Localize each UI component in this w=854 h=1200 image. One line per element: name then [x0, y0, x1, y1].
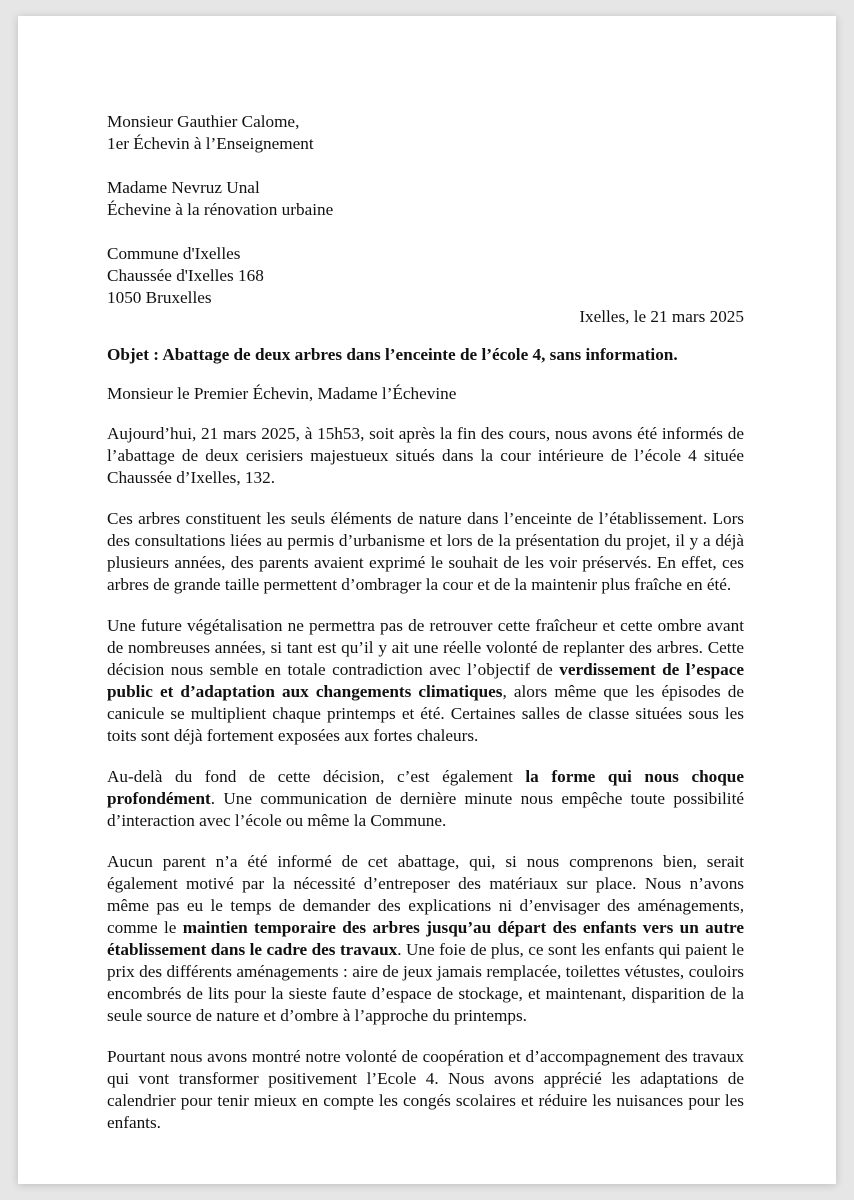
paragraph-text: . Une foie de plus, ce sont les enfants qui paient le prix des différents aménagements : aire de jeux jamais remplacée, toilettes vétustes, couloirs encombrés de lits pour la sieste faute d’espace de stockage, et maintenant, disparition de la seule source de nature et d’ombre à l’approche du printemps. — [107, 940, 744, 1025]
letter-body — [107, 423, 744, 1153]
address-line-3: 1050 Bruxelles — [107, 288, 212, 307]
body-paragraph — [107, 423, 744, 489]
address-line-2: Chaussée d'Ixelles 168 — [107, 266, 264, 285]
letter-page — [18, 16, 836, 1184]
paragraph-text: Aujourd’hui, 21 mars 2025, à 15h53, soit après la fin des cours, nous avons été informés de l’abattage de deux cerisiers majestueux situés dans la cour intérieure de l’école 4 située Chaussée d’Ixelles, 132. — [107, 424, 744, 487]
paragraph-text: Au-delà du fond de cette décision, c’est également — [107, 767, 526, 786]
paragraph-text: Pourtant nous avons montré notre volonté de coopération et d’accompagnement des travaux qui vont transformer positivement l’Ecole 4. Nous avons apprécié les adaptations de calendrier pour tenir mieux en compte les congés scolaires et réduire les nuisances pour les enfants. — [107, 1047, 744, 1132]
letter-date: Ixelles, le 21 mars 2025 — [579, 307, 744, 326]
recipient-title: 1er Échevin à l’Enseignement — [107, 134, 314, 153]
body-paragraph — [107, 851, 744, 1027]
body-paragraph — [107, 1046, 744, 1134]
paragraph-text: Aucun parent n’a été informé de cet abattage, qui, si nous comprenons bien, serait également motivé par la nécessité d’entreposer des matériaux sur place. Nous n’avons même pas eu le temps de demander des explications ni d’envisager des aménagements, comme le — [107, 852, 744, 937]
paragraph-text: , alors même que les épisodes de canicule se multiplient chaque printemps et été. Certaines salles de classe situées sous les toits sont déjà fortement exposées aux fortes chaleurs. — [107, 682, 744, 745]
recipient-name: Madame Nevruz Unal — [107, 178, 260, 197]
body-paragraph — [107, 615, 744, 747]
body-paragraph — [107, 766, 744, 832]
body-paragraph — [107, 508, 744, 596]
recipients-block — [107, 111, 333, 331]
emphasis-text: la forme qui nous choque profondément — [107, 767, 744, 808]
letter-salutation: Monsieur le Premier Échevin, Madame l’Échevine — [107, 384, 457, 403]
emphasis-text: maintien temporaire des arbres jusqu’au départ des enfants vers un autre établissement dans le cadre des travaux — [107, 918, 744, 959]
address-line-1: Commune d'Ixelles — [107, 244, 241, 263]
letter-subject: Objet : Abattage de deux arbres dans l’enceinte de l’école 4, sans information. — [107, 345, 678, 364]
paragraph-text: . Une communication de dernière minute nous empêche toute possibilité d’interaction avec l’école ou même la Commune. — [107, 789, 744, 830]
recipient-1 — [107, 111, 333, 155]
paragraph-text: Ces arbres constituent les seuls éléments de nature dans l’enceinte de l’établissement. Lors des consultations liées au permis d’urbanisme et lors de la présentation du projet, il y a déjà plusieurs années, des parents avaient exprimé le souhait de les voir préservés. En effet, ces arbres de grande taille permettent d’ombrager la cour et de la maintenir plus fraîche en été. — [107, 509, 744, 594]
recipient-title: Échevine à la rénovation urbaine — [107, 200, 334, 219]
emphasis-text: verdissement de l’espace public et d’adaptation aux changements climatiques — [107, 660, 744, 701]
recipient-name: Monsieur Gauthier Calome, — [107, 112, 300, 131]
paragraph-text: Une future végétalisation ne permettra pas de retrouver cette fraîcheur et cette ombre avant de nombreuses années, si tant est qu’il y ait une réelle volonté de replanter des arbres. Cette décision nous semble en totale contradiction avec l’objectif de — [107, 616, 744, 679]
address-block — [107, 243, 333, 309]
recipient-2 — [107, 177, 333, 221]
